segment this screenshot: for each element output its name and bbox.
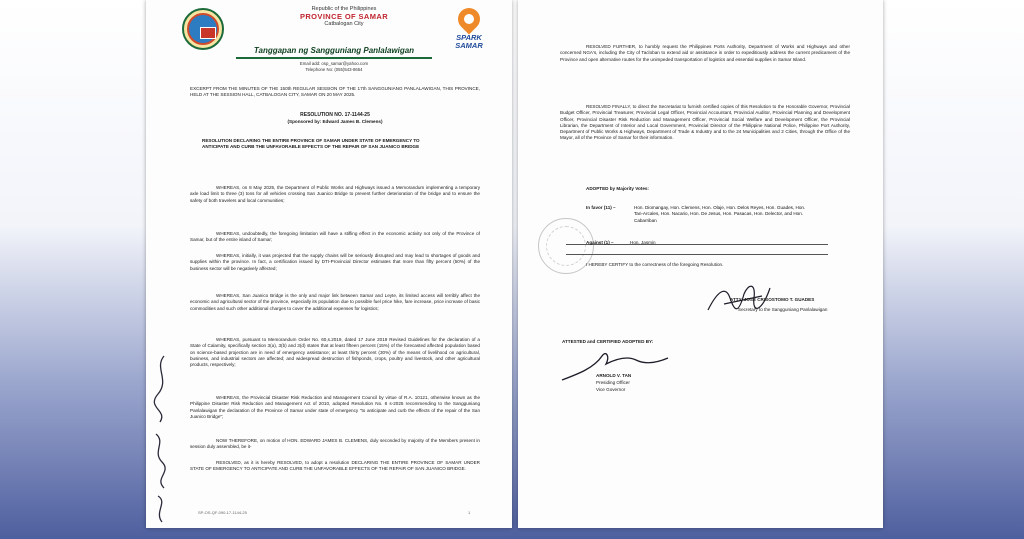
header-divider: [236, 57, 432, 59]
whereas-paragraph-1: WHEREAS, on 8 May 2025, the Department of Public Works and Highways issued a Memorandum implementing a temporary axle load limit to three (3) tons for all vehicles crossing San Juanico Bridge to prevent further deterioration of the bridge and to ensure the safety of both travelers and local communities;: [190, 185, 480, 203]
whereas-paragraph-6: WHEREAS, the Provincial Disaster Risk Reduction and Management Council by virtue of R.A. 10121, otherwise known as the Philippine Disaster Risk Reduction and Management Act of 2010, adopted Resolution No. 8 s-2025 recommending to the Sangguniang Panlalawigan the declaration of the Province of Samar under state of emergency "to anticipate and curb the effects of the repair of the San Juanico Bridge";: [190, 395, 480, 419]
province-title: PROVINCE OF SAMAR: [299, 12, 389, 21]
form-code: SP-OS-QF-090-17-1144-25: [198, 510, 247, 515]
letterhead: [246, 6, 442, 27]
spark-samar-logo-text: SPARK SAMAR: [455, 33, 483, 50]
against-names: Hon. Jasmin: [630, 240, 656, 245]
against-label: Against (1) –: [586, 240, 614, 245]
presiding-officer-name: ARNOLD V. TAN: [596, 373, 632, 378]
in-favor-names: Hon. Diomangay, Hon. Clemens, Hon. Olaje, Hon. Delos Reyes, Hon. Guades, Hon. Tan-Arcales, Hon. Nacario, Hon. De Jesus, Hon. Pasacas, Hon. Delector, and Hon. Cabarriban: [634, 205, 806, 223]
email-text: Email add: osp_samar@yahoo.com: [299, 61, 369, 66]
attested-label: ATTESTED and CERTIFIED ADOPTED BY:: [562, 339, 654, 344]
vice-governor-title: Vice Governor: [596, 387, 626, 392]
sponsor-text: (Sponsored by: Edward James B. Clemens): [287, 119, 383, 124]
telephone-text: Telephone No: (055)543-8654: [305, 67, 363, 72]
margin-initials-signature: [146, 350, 176, 528]
secretary-name: ATTY. JOSE CRISOSTOMO T. GUADES: [730, 297, 815, 302]
resolved-paragraph: RESOLVED, as it is hereby RESOLVED, to adopt a resolution DECLARING THE ENTIRE PROVINCE OF SAMAR UNDER STATE OF EMERGENCY TO ANTICIPATE AND CURB THE UNFAVORABLE EFFECTS OF THE REPAIR OF SAN JUANICO BRIDGE.: [190, 460, 480, 472]
vote-divider-line-2: [566, 254, 828, 255]
resolution-number: RESOLUTION NO. 17-1144-25: [300, 112, 370, 118]
secretary-title: Secretary to the Sangguniang Panlalawigan: [738, 307, 828, 312]
excerpt-text: EXCERPT FROM THE MINUTES OF THE 150th REGULAR SESSION OF THE 17th SANGGUNIANG PANLALAWIGAN, THIS PROVINCE, HELD AT THE SESSION HALL, CATBALOGAN CITY, SAMAR ON 20 MAY 2025.: [190, 86, 480, 98]
now-therefore-paragraph: NOW THEREFORE, on motion of HON. EDWARD JAMES B. CLEMENS, duly seconded by majority of the Members present in session duly assembled, be it-: [190, 438, 480, 450]
resolved-finally-paragraph: RESOLVED FINALLY, to direct the Secretariat to furnish certified copies of this Resolution to the Honorable Governor, Provincial Budget Officer, Provincial Treasurer, Provincial Legal Officer, Provincial Accountant, Provincial Auditor, Provincial Planning and Development Officer, Provincial Disaster Risk Reduction and Management Officer, Provincial Social Welfare and Development Officer, the Provincial Librarian, the Department of Interior and Local Government, Provincial Director of the Philippine National Police, Philippine Port Authority, Department of Public Works & Highways, Department of Trade & Industry and to the 24 Municipalities and 2 Cities, through the Office of the Mayor, all of the Province of Samar for their information.: [560, 104, 850, 141]
resolved-further-paragraph: RESOLVED FURTHER, to humbly request the Philippines Ports Authority, Department of Works and Highways and other concerned NGA's, including the City of Tacloban to extend aid or assistance in order to expeditiously address the current predicament of the Province and open alternative routes for the unimpeded transportation of logistics and essential supplies in Samar Island.: [560, 44, 850, 62]
whereas-paragraph-5: WHEREAS, pursuant to Memorandum Order No. 60,s.2019, dated 17 June 2019 Revised Guidelines for the declaration of a State of Calamity, specifically section 3(a), 3(b) and 3(d) states that at least fifteen percent (15%) of the forecasted affected population based on science-based projection are in need of emergency assistance; at least thirty percent (30%) of the means of livelihood on agricultural, business, and industrial sectors are affected; and widespread destruction of fishponds, crops, poultry and livestock, and other agricultural products, respectively;: [190, 337, 480, 368]
province-seal-icon: [182, 8, 224, 50]
republic-text: Republic of the Philippines: [311, 6, 377, 12]
whereas-paragraph-4: WHEREAS, San Juanico Bridge is the only and major link between Samar and Leyte, its limited access will terribly affect the economic and agricultural sector of the province, especially its population due to possible fuel price hike, fare increase, price increase of basic commodities and such other additional charges to cover the additional expenses for logistics;: [190, 293, 480, 311]
whereas-paragraph-3: WHEREAS, initially, it was projected that the supply chains will be seriously disrupted and may lead to shortages of goods and supplies within the province. In fact, a certification issued by DTI-Provincial Director estimates that more than fifty percent (50%) of the business sector will be negatively affected;: [190, 253, 480, 271]
certify-text: I HEREBY CERTIFY to the correctness of the foregoing Resolution.: [586, 262, 724, 267]
presiding-officer-title: Presiding Officer: [596, 380, 630, 385]
adopted-label: ADOPTED by Majority Votes:: [586, 186, 649, 191]
resolution-title: RESOLUTION DECLARING THE ENTIRE PROVINCE OF SAMAR UNDER STATE OF EMERGENCY TO ANTICIPATE AND CURB THE UNFAVORABLE EFFECTS OF THE REPAIR OF SAN JUANICO BRIDGE: [202, 138, 420, 150]
page-number: 1: [468, 510, 471, 515]
resolution-page-2: [518, 0, 883, 528]
in-favor-label: In favor (11) –: [586, 205, 616, 210]
whereas-paragraph-2: WHEREAS, undoubtedly, the foregoing limitation will have a stifling effect in the economic activity not only of the Province of Samar, but of the entire island of Samar;: [190, 231, 480, 243]
office-name: Tanggapan ng Sangguniang Panlalawigan: [253, 46, 415, 55]
city-text: Catbalogan City: [324, 21, 364, 27]
contact-info: [236, 61, 432, 73]
resolution-page-1: [146, 0, 512, 528]
spark-logo-center: [464, 14, 474, 24]
